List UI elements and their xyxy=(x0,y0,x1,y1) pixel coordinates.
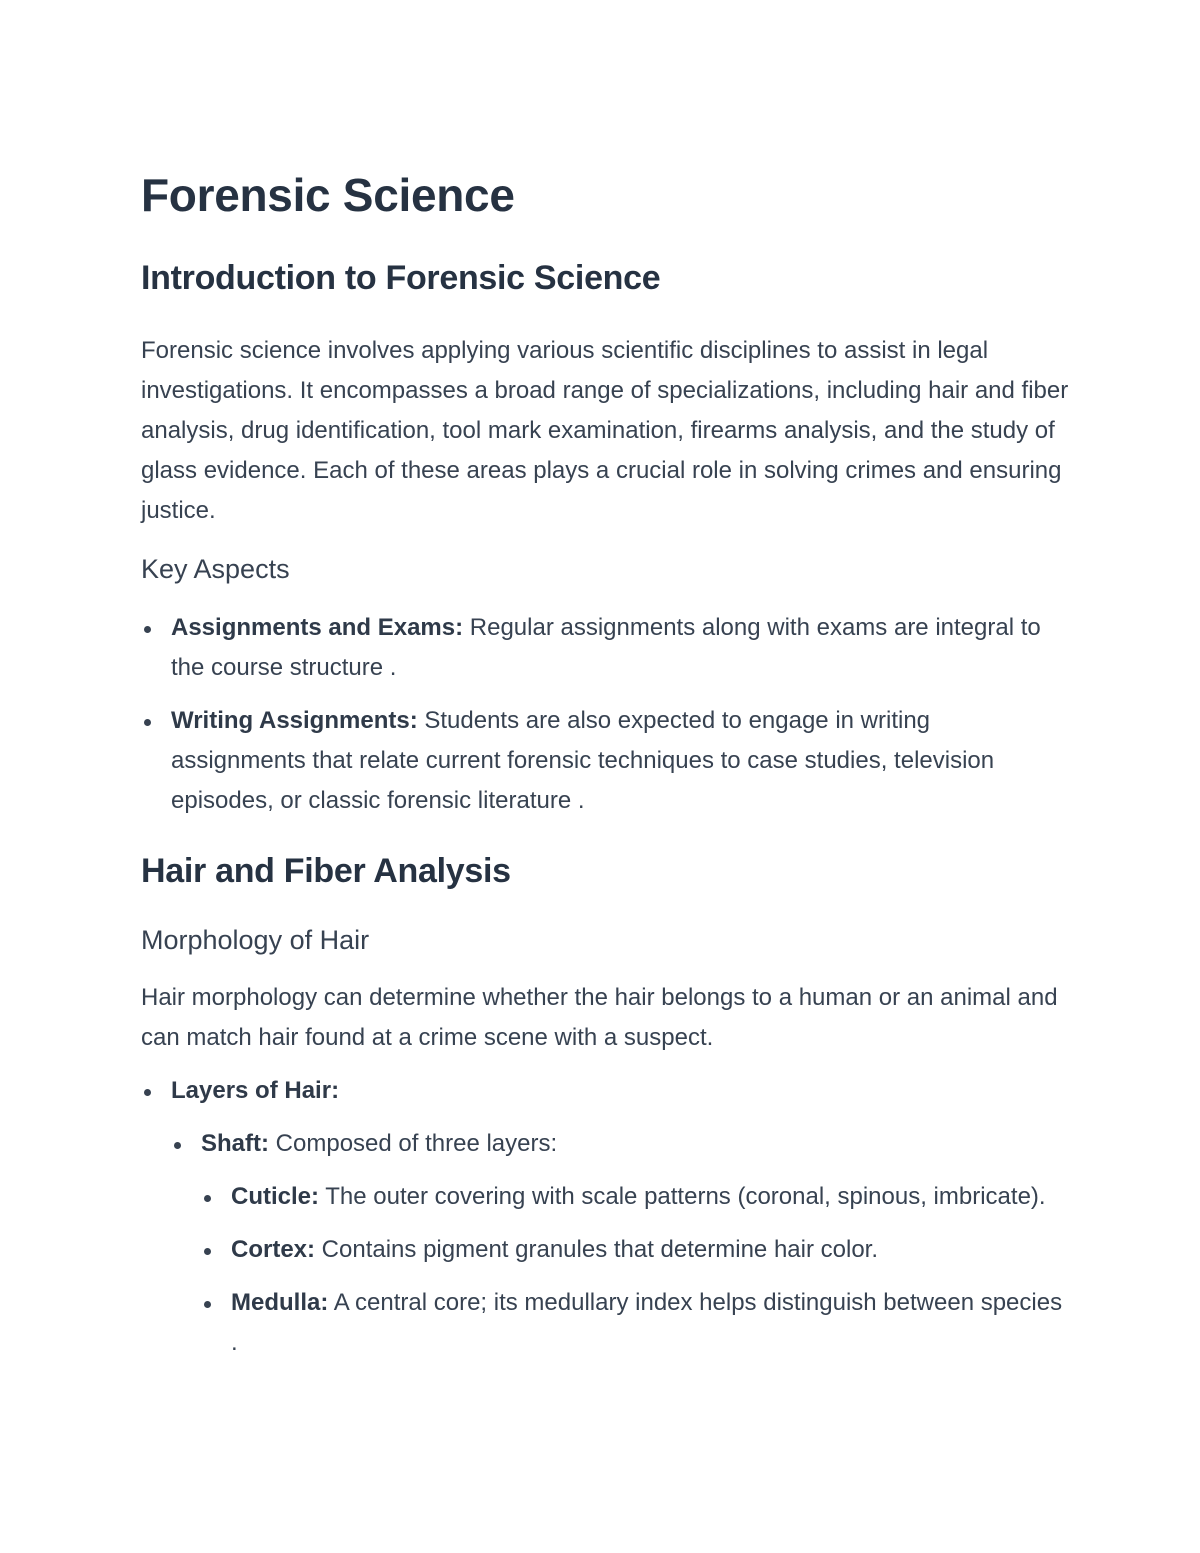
cuticle-label: Cuticle: xyxy=(231,1183,320,1210)
medulla-item xyxy=(201,1283,1071,1363)
key-aspect-item xyxy=(141,701,1071,821)
cuticle-text: The outer covering with scale patterns (coronal, spinous, imbricate). xyxy=(319,1183,1046,1210)
medulla-label: Medulla: xyxy=(231,1289,329,1316)
hair-fiber-heading: Hair and Fiber Analysis xyxy=(141,852,511,890)
medulla-text: A central core; its medullary index helps distinguish between species . xyxy=(231,1289,1063,1356)
cortex-text: Contains pigment granules that determine hair color. xyxy=(315,1236,878,1263)
shaft-item xyxy=(171,1124,1071,1363)
cortex-label: Cortex: xyxy=(231,1236,316,1263)
morphology-paragraph: Hair morphology can determine whether the hair belongs to a human or an animal and can match hair found at a crime scene with a suspect. xyxy=(141,984,1058,1051)
key-aspect-text: Regular assignments along with exams are integral to the course structure . xyxy=(171,614,1041,681)
document-page xyxy=(141,162,1071,1363)
layers-of-hair-label: Layers of Hair: xyxy=(171,1077,340,1104)
intro-heading: Introduction to Forensic Science xyxy=(141,259,661,297)
key-aspect-label: Writing Assignments: xyxy=(171,707,418,734)
key-aspects-list xyxy=(141,608,1071,821)
intro-paragraph: Forensic science involves applying various scientific disciplines to assist in legal investigations. It encompasses a broad range of specializations, including hair and fiber analysis, drug identification, tool mark examination, firearms analysis, and the study of glass evidence. Each of these areas plays a crucial role in solving crimes and ensuring justice. xyxy=(141,337,1069,524)
hair-layers-list xyxy=(141,1071,1071,1363)
shaft-list xyxy=(171,1124,1071,1363)
cortex-item xyxy=(201,1230,1071,1270)
key-aspect-text: Students are also expected to engage in writing assignments that relate current forensic techniques to case studies, television episodes, or classic forensic literature . xyxy=(171,707,995,814)
document-title: Forensic Science xyxy=(141,169,515,221)
key-aspect-label: Assignments and Exams: xyxy=(171,614,464,641)
shaft-layers-list xyxy=(201,1177,1071,1363)
layers-of-hair-item xyxy=(141,1071,1071,1363)
key-aspect-item xyxy=(141,608,1071,688)
shaft-label: Shaft: xyxy=(201,1130,269,1157)
morphology-heading: Morphology of Hair xyxy=(141,925,370,955)
shaft-text: Composed of three layers: xyxy=(269,1130,558,1157)
key-aspects-heading: Key Aspects xyxy=(141,554,290,584)
cuticle-item xyxy=(201,1177,1071,1217)
